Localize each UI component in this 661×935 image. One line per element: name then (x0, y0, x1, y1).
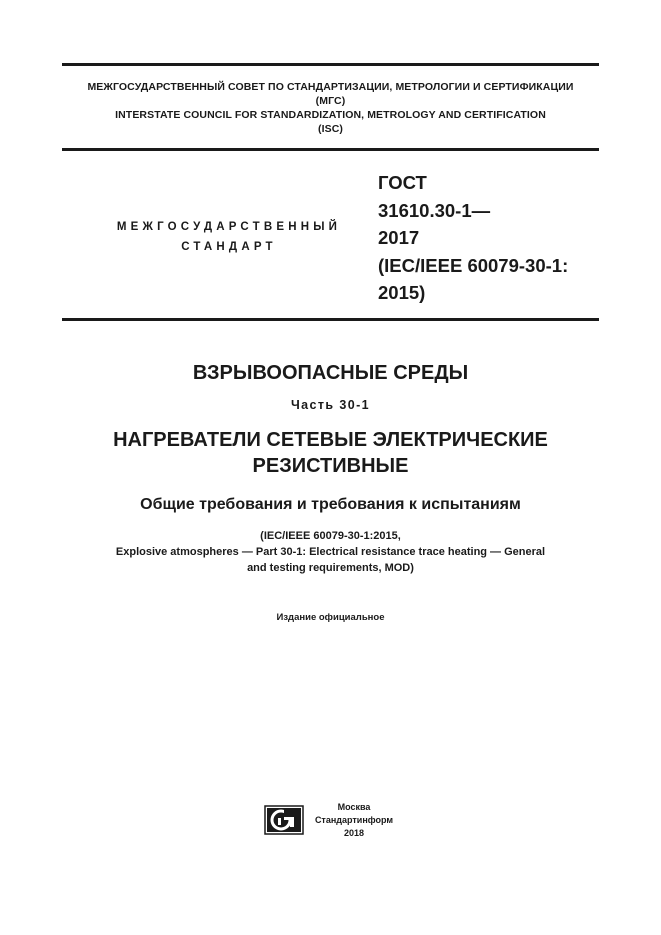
imprint-city: Москва (337, 802, 371, 812)
bottom-divider (62, 318, 599, 321)
standard-kind-line1: МЕЖГОСУДАРСТВЕННЫЙ (116, 221, 342, 233)
part-label: Часть 30-1 (291, 398, 370, 412)
source-line2: Explosive atmospheres — Part 30-1: Electrical resistance trace heating — General (115, 546, 546, 558)
designation-line5: 2015) (378, 282, 426, 303)
imprint (304, 801, 404, 840)
imprint-year: 2018 (343, 828, 365, 838)
standartinform-logo-icon (264, 805, 304, 835)
middle-divider (62, 148, 599, 151)
source-reference (62, 528, 599, 576)
requirements-title: Общие требования и требования к испытаниям (140, 496, 521, 513)
source-line3: and testing requirements, MOD) (247, 562, 414, 574)
council-name-ru: МЕЖГОСУДАРСТВЕННЫЙ СОВЕТ ПО СТАНДАРТИЗАЦИИ, МЕТРОЛОГИИ И СЕРТИФИКАЦИИ (87, 81, 574, 93)
subtitle (62, 427, 599, 479)
standard-designation (378, 169, 598, 307)
designation-line1: ГОСТ (378, 172, 427, 193)
subtitle-line1: НАГРЕВАТЕЛИ СЕТЕВЫЕ ЭЛЕКТРИЧЕСКИЕ (113, 429, 548, 451)
council-abbr-en: (ISC) (318, 123, 343, 135)
edition-label: Издание официальное (276, 612, 385, 623)
source-line1: (IEC/IEEE 60079-30-1:2015, (260, 530, 401, 542)
standard-kind (100, 217, 358, 257)
imprint-publisher: Стандартинформ (314, 815, 394, 825)
council-header (62, 80, 599, 136)
council-name-en: INTERSTATE COUNCIL FOR STANDARDIZATION, METROLOGY AND CERTIFICATION (115, 109, 546, 121)
designation-line2: 31610.30-1— (378, 199, 491, 221)
designation-line4: (IEC/IEEE 60079-30-1: (378, 254, 569, 276)
standard-kind-line2: СТАНДАРТ (181, 241, 277, 253)
top-divider (62, 63, 599, 66)
council-abbr-ru: (МГС) (315, 95, 346, 107)
main-title: ВЗРЫВООПАСНЫЕ СРЕДЫ (192, 362, 469, 384)
designation-line3: 2017 (378, 227, 420, 248)
subtitle-line2: РЕЗИСТИВНЫЕ (252, 455, 409, 477)
